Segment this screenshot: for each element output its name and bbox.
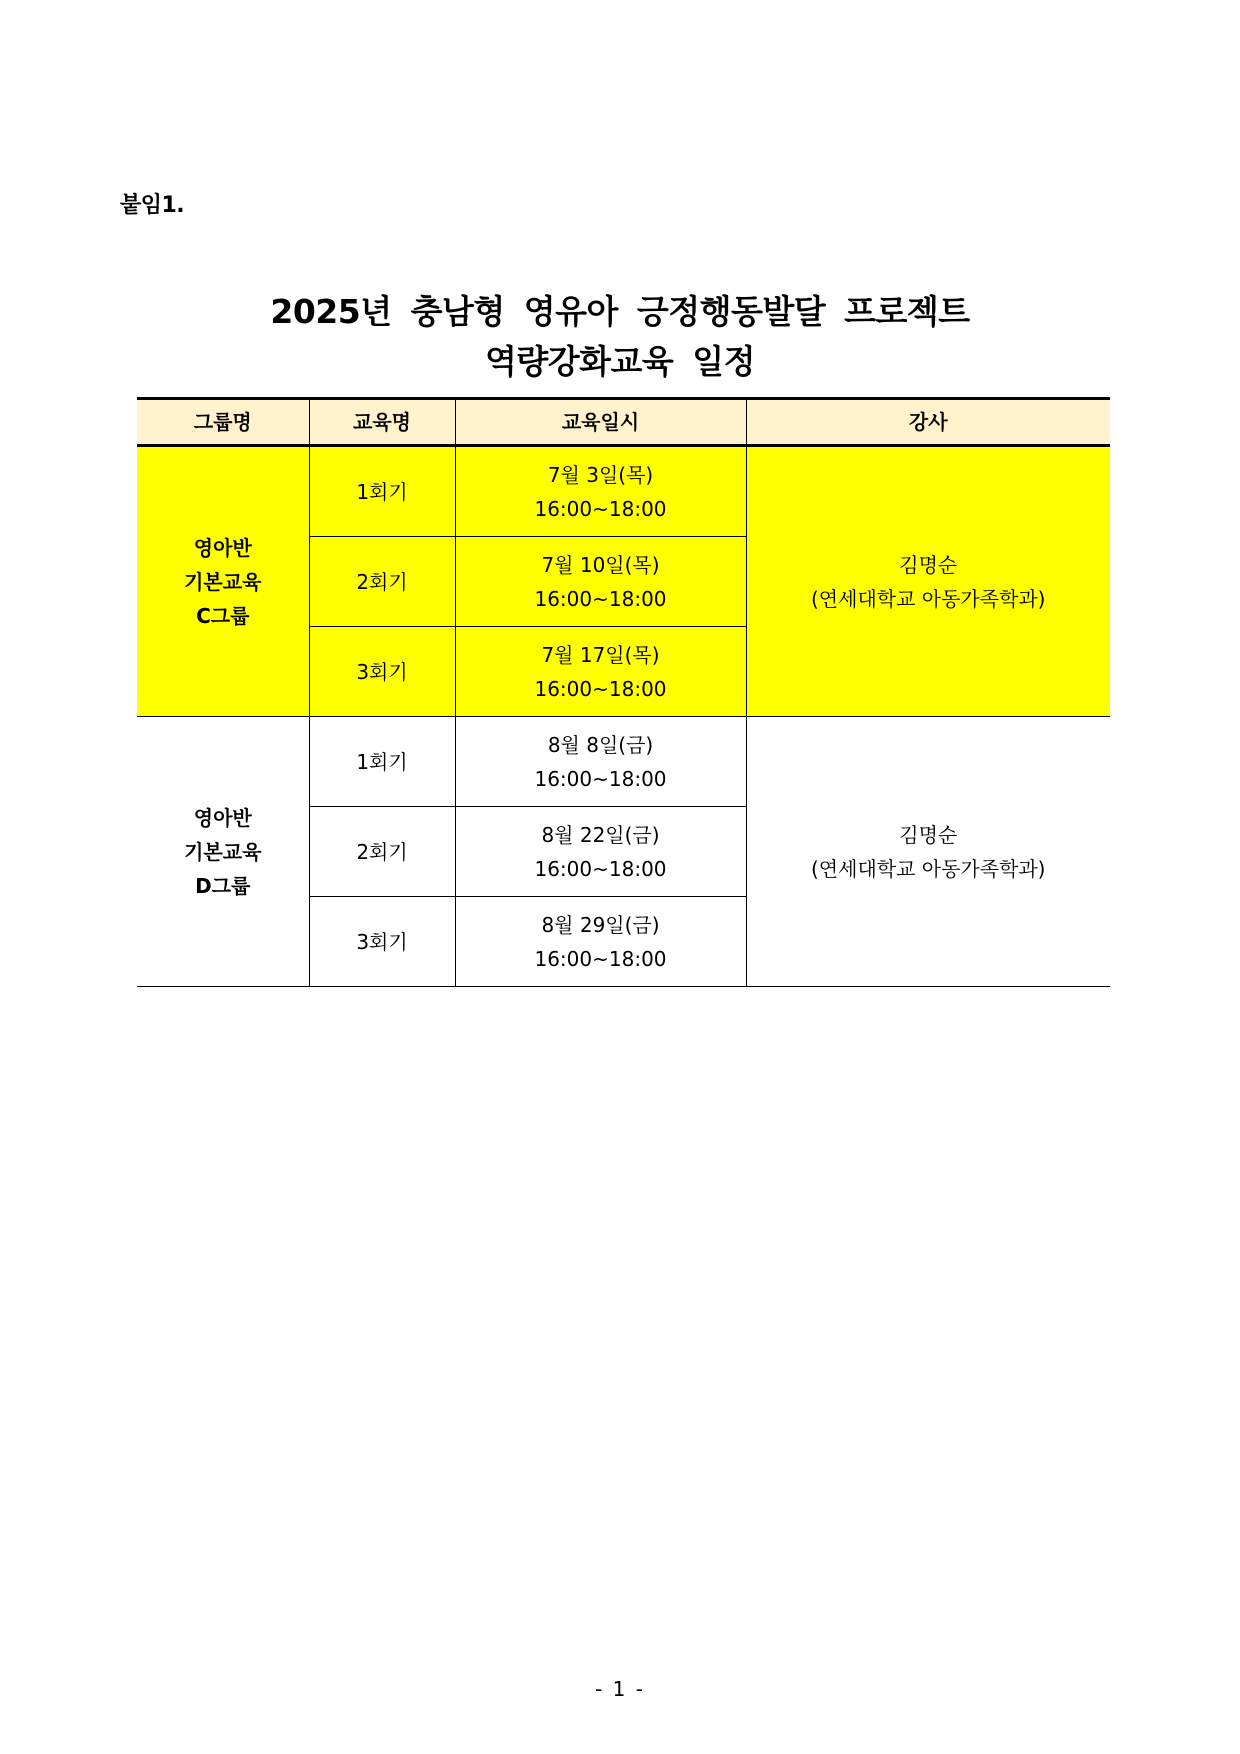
group-cell-c — [137, 446, 309, 717]
session-name: 1회기 — [309, 446, 455, 537]
instructor-affiliation: (연세대학교 아동가족학과) — [811, 856, 1046, 881]
instructor-name: 김명순 — [899, 552, 958, 577]
header-instructor: 강사 — [746, 399, 1110, 446]
session-datetime — [455, 446, 746, 537]
session-time: 16:00~18:00 — [534, 586, 667, 611]
session-name: 2회기 — [309, 807, 455, 897]
instructor-cell-c — [746, 446, 1110, 717]
session-date: 8월 29일(금) — [541, 912, 660, 937]
session-time: 16:00~18:00 — [534, 946, 667, 971]
header-course-name: 교육명 — [309, 399, 455, 446]
schedule-table — [137, 397, 1110, 987]
page-number: - 1 - — [595, 1677, 645, 1701]
session-name: 3회기 — [309, 627, 455, 717]
group-line: D그룹 — [195, 873, 251, 898]
session-date: 8월 22일(금) — [541, 822, 660, 847]
header-group-name: 그룹명 — [137, 399, 309, 446]
session-name: 3회기 — [309, 897, 455, 987]
session-time: 16:00~18:00 — [534, 856, 667, 881]
instructor-name: 김명순 — [899, 822, 958, 847]
instructor-cell-d — [746, 717, 1110, 987]
session-datetime — [455, 717, 746, 807]
group-cell-d — [137, 717, 309, 987]
document-title-line-2: 역량강화교육 일정 — [484, 342, 755, 381]
group-line: C그룹 — [196, 603, 250, 628]
attachment-label: 붙임1. — [120, 193, 185, 218]
session-date: 7월 3일(목) — [547, 462, 654, 487]
session-name: 2회기 — [309, 537, 455, 627]
header-datetime: 교육일시 — [455, 399, 746, 446]
session-time: 16:00~18:00 — [534, 766, 667, 791]
session-date: 7월 17일(목) — [541, 642, 660, 667]
session-date: 8월 8일(금) — [547, 732, 654, 757]
group-line: 영아반 — [193, 805, 252, 830]
session-date: 7월 10일(목) — [541, 552, 660, 577]
session-datetime — [455, 807, 746, 897]
group-line: 기본교육 — [184, 839, 262, 864]
session-datetime — [455, 537, 746, 627]
session-time: 16:00~18:00 — [534, 496, 667, 521]
table-row — [137, 446, 1110, 537]
session-name: 1회기 — [309, 717, 455, 807]
document-title-line-1: 2025년 충남형 영유아 긍정행동발달 프로젝트 — [270, 292, 970, 331]
group-line: 영아반 — [193, 535, 252, 560]
table-row — [137, 717, 1110, 807]
group-line: 기본교육 — [184, 569, 262, 594]
session-time: 16:00~18:00 — [534, 676, 667, 701]
table-header-row — [137, 399, 1110, 446]
instructor-affiliation: (연세대학교 아동가족학과) — [811, 586, 1046, 611]
session-datetime — [455, 627, 746, 717]
session-datetime — [455, 897, 746, 987]
